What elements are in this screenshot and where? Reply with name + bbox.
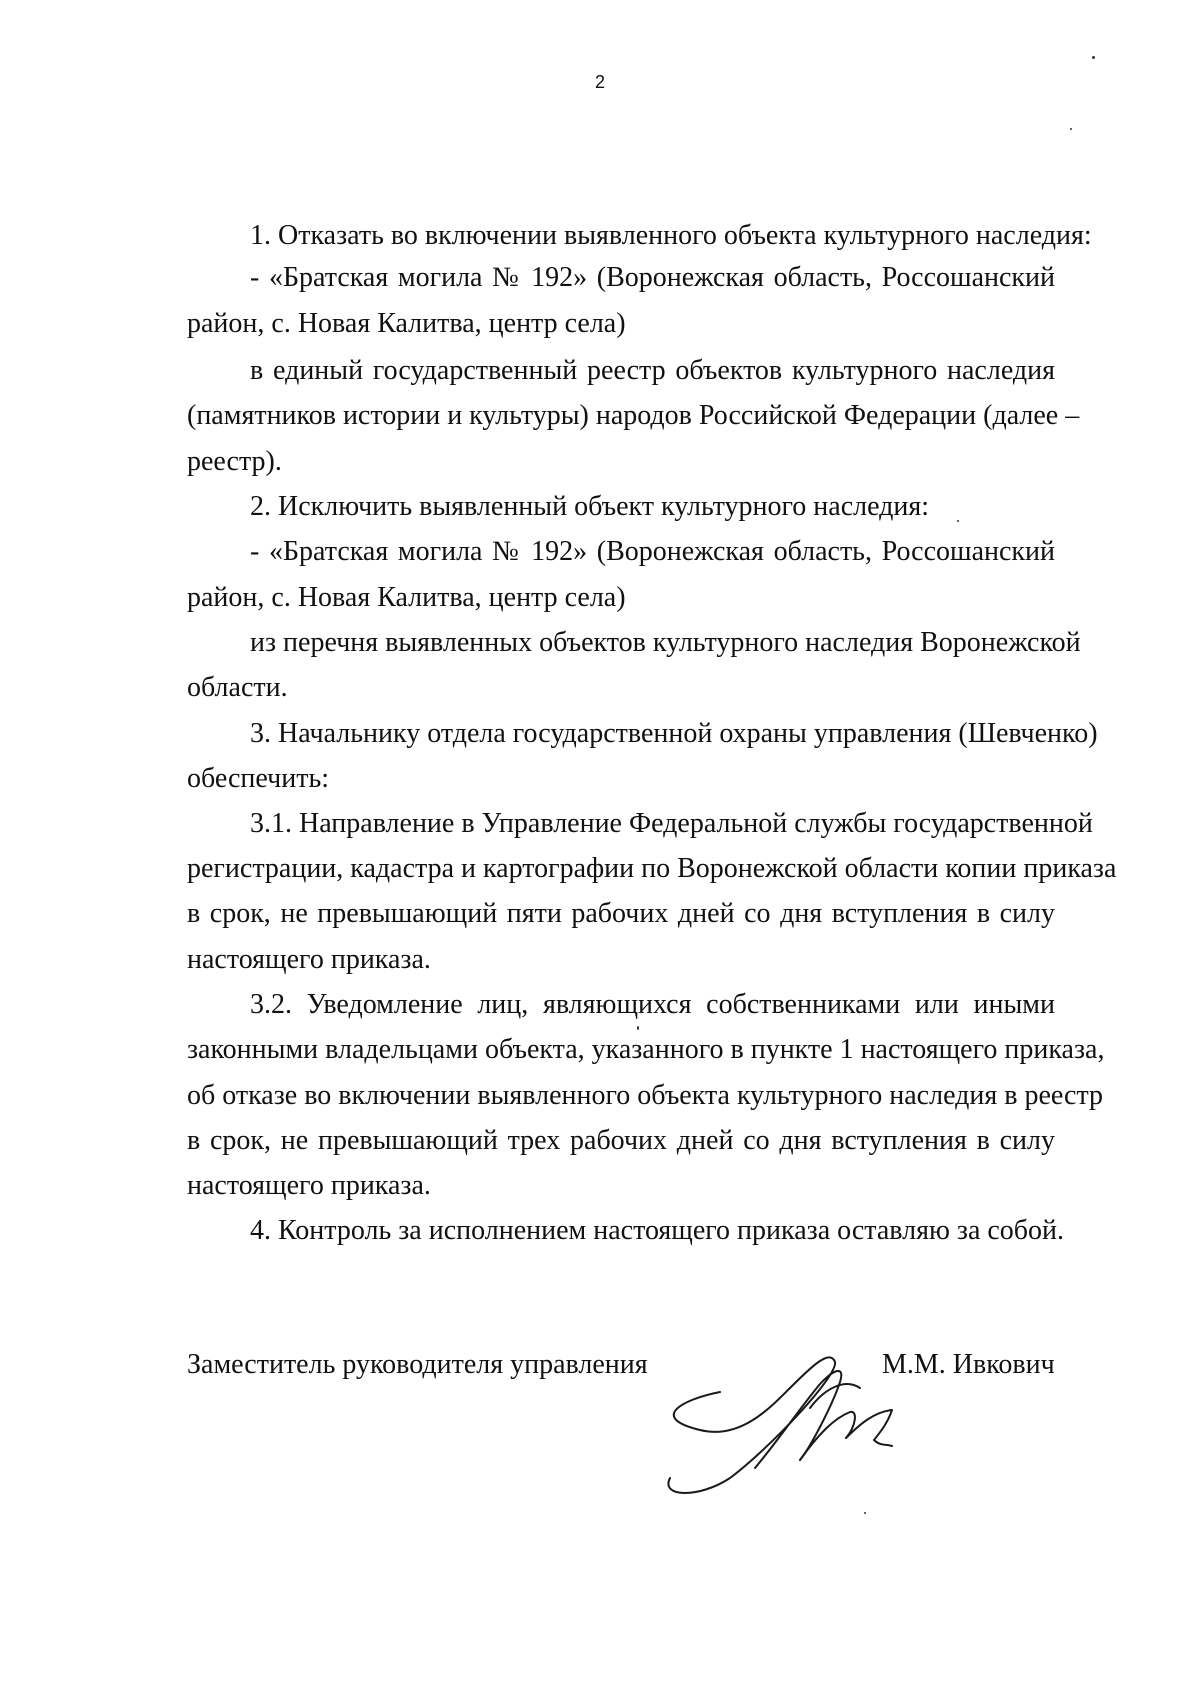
page-number: 2 xyxy=(594,72,605,92)
paragraph-3-2-line-4: в срок, не превышающий трех рабочих дней со дня вступления в силу xyxy=(187,1125,1055,1156)
paragraph-3-2-line-3: об отказе во включении выявленного объекта культурного наследия в реестр xyxy=(187,1080,1104,1111)
scan-speck xyxy=(864,1512,866,1514)
paragraph-1a-line-1: - «Братская могила № 192» (Воронежская область, Россошанский xyxy=(250,262,1055,293)
paragraph-2-line-1: 2. Исключить выявленный объект культурного наследия: xyxy=(250,491,930,522)
paragraph-3-1-line-4: настоящего приказа. xyxy=(187,944,431,975)
paragraph-3-2-line-5: настоящего приказа. xyxy=(187,1170,431,1201)
paragraph-3-1-line-2: регистрации, кадастра и картографии по Воронежской области копии приказа xyxy=(187,853,1117,884)
paragraph-1b-line-2: (памятников истории и культуры) народов Российской Федерации (далее – xyxy=(187,400,1080,431)
paragraph-1a-line-2: район, с. Новая Калитва, центр села) xyxy=(187,308,626,339)
paragraph-2a-line-2: район, с. Новая Калитва, центр села) xyxy=(187,582,626,613)
signatory-position: Заместитель руководителя управления xyxy=(187,1349,648,1380)
paragraph-3-line-2: обеспечить: xyxy=(187,763,329,794)
paragraph-3-1-line-3: в срок, не превышающий пяти рабочих дней со дня вступления в силу xyxy=(187,898,1055,929)
scan-speck xyxy=(1070,128,1072,130)
paragraph-2b-line-1: из перечня выявленных объектов культурного наследия Воронежской xyxy=(250,627,1081,658)
scan-speck xyxy=(637,1026,639,1030)
scan-speck xyxy=(957,520,959,522)
paragraph-1-line-1: 1. Отказать во включении выявленного объекта культурного наследия: xyxy=(250,220,1092,251)
paragraph-1b-line-3: реестр). xyxy=(187,446,282,477)
paragraph-3-line-1: 3. Начальнику отдела государственной охраны управления (Шевченко) xyxy=(250,718,1098,749)
paragraph-3-1-line-1: 3.1. Направление в Управление Федеральной службы государственной xyxy=(250,808,1093,839)
paragraph-3-2-line-1: 3.2. Уведомление лиц, являющихся собственниками или иными xyxy=(250,989,1055,1020)
scan-speck xyxy=(1092,56,1095,59)
signatory-name: М.М. Ивкович xyxy=(882,1349,1055,1380)
paragraph-2b-line-2: области. xyxy=(187,672,288,703)
paragraph-2a-line-1: - «Братская могила № 192» (Воронежская область, Россошанский xyxy=(250,536,1055,567)
paragraph-4-line-1: 4. Контроль за исполнением настоящего приказа оставляю за собой. xyxy=(250,1215,1065,1246)
handwritten-signature xyxy=(660,1348,940,1508)
paragraph-3-2-line-2: законными владельцами объекта, указанного в пункте 1 настоящего приказа, xyxy=(187,1034,1105,1065)
paragraph-1b-line-1: в единый государственный реестр объектов культурного наследия xyxy=(250,355,1055,386)
